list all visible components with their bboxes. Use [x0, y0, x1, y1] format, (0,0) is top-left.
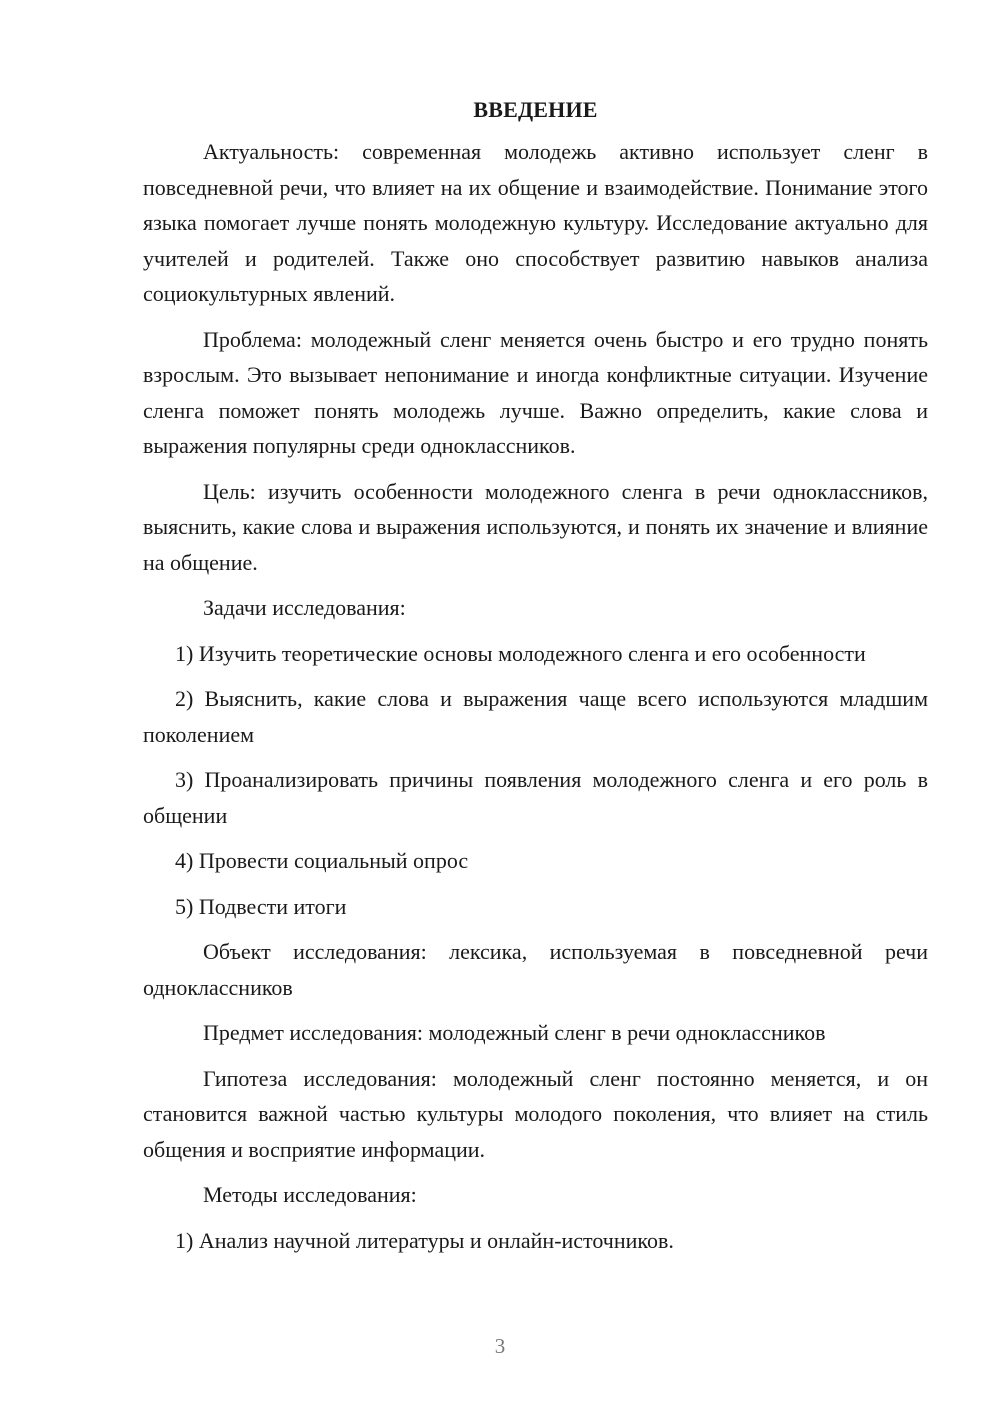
page-number: 3: [494, 1334, 506, 1358]
problem-paragraph: Проблема: молодежный сленг меняется очень быстро и его трудно понять взрослым. Это вызывает непонимание и иногда конфликтные ситуации. Изучение сленга поможет понять молодежь лучше. Важно определить, какие слова и выражения популярны среди одноклассников.: [143, 326, 928, 458]
page-content: [143, 94, 928, 1258]
task-item-2: 2) Выяснить, какие слова и выражения чаще всего используются младшим поколением: [143, 686, 928, 747]
method-item-1: 1) Анализ научной литературы и онлайн-источников.: [175, 1227, 674, 1253]
task-item-5: 5) Подвести итоги: [175, 893, 347, 919]
task-item-1: 1) Изучить теоретические основы молодежного сленга и его особенности: [175, 640, 866, 666]
task-item-4: 4) Провести социальный опрос: [175, 848, 469, 873]
goal-paragraph: Цель: изучить особенности молодежного сленга в речи одноклассников, выяснить, какие слова и выражения используются, и понять их значение и влияние на общение.: [143, 478, 928, 575]
hypothesis-paragraph: Гипотеза исследования: молодежный сленг постоянно меняется, и он становится важной частью культуры молодого поколения, что влияет на стиль общения и восприятие информации.: [143, 1065, 928, 1162]
task-item-3: 3) Проанализировать причины появления молодежного сленга и его роль в общении: [143, 767, 928, 828]
section-heading: ВВЕДЕНИЕ: [473, 97, 598, 122]
relevance-paragraph: Актуальность: современная молодежь активно использует сленг в повседневной речи, что влияет на их общение и взаимодействие. Понимание этого языка помогает лучше понять молодежную культуру. Исследование актуально для учителей и родителей. Также оно способствует развитию навыков анализа социокультурных явлений.: [143, 139, 928, 306]
tasks-title: Задачи исследования:: [203, 595, 406, 620]
subject-paragraph: Предмет исследования: молодежный сленг в речи одноклассников: [203, 1020, 826, 1045]
methods-title: Методы исследования:: [203, 1182, 417, 1207]
object-paragraph: Объект исследования: лексика, используемая в повседневной речи одноклассников: [143, 939, 928, 1000]
